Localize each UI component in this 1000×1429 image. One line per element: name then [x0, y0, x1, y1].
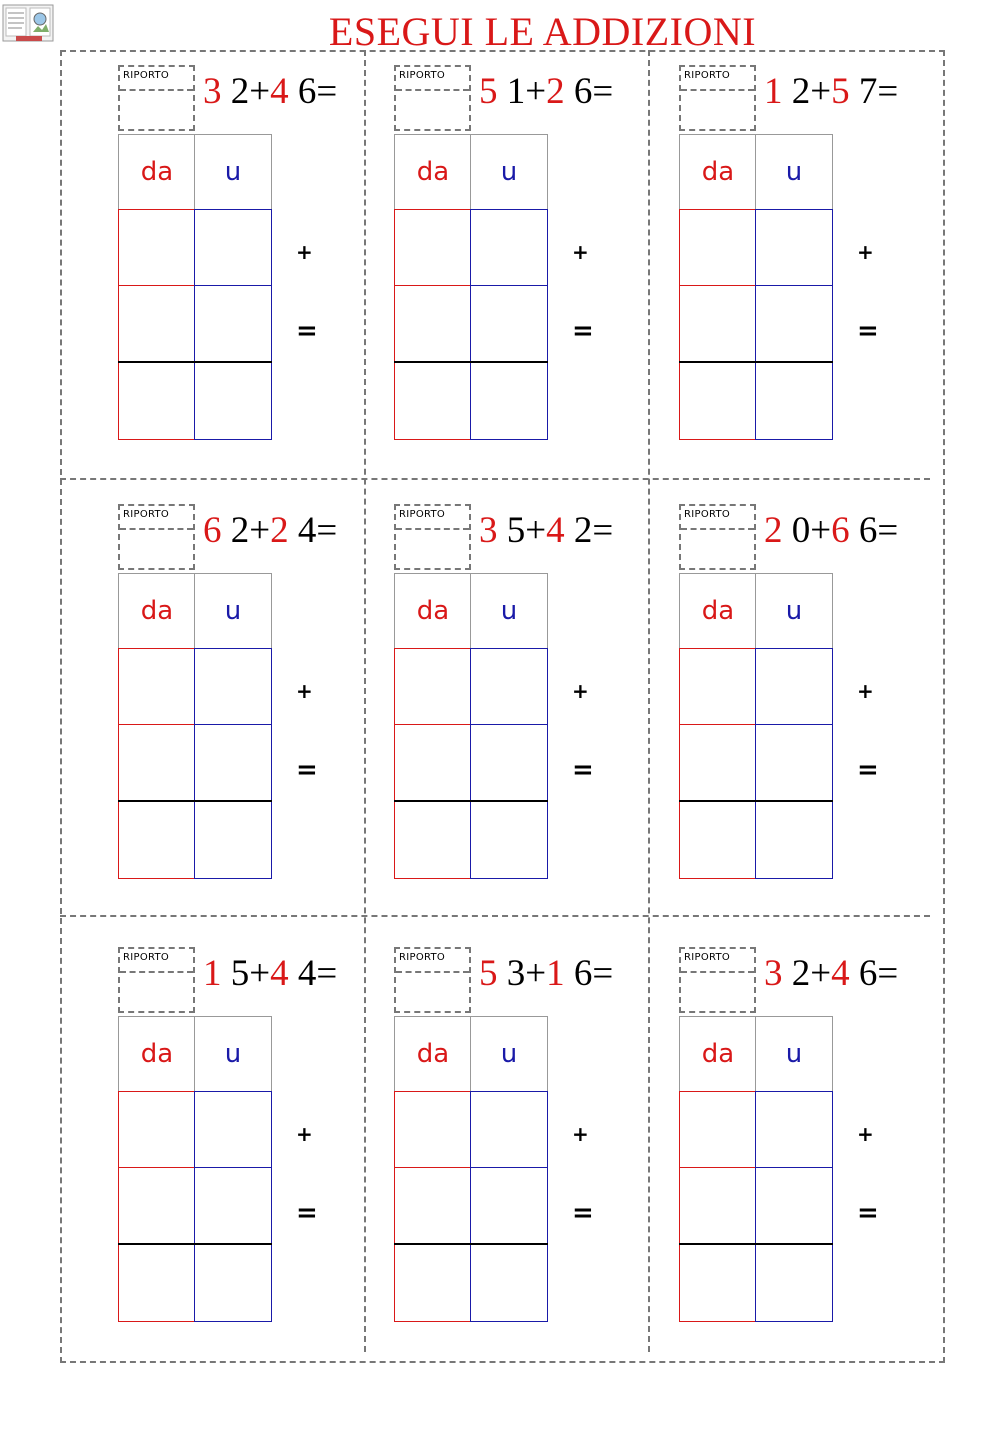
- plus-sign: +: [572, 1122, 589, 1146]
- addend2-units: 6: [573, 71, 593, 112]
- op-plus: +: [249, 953, 271, 994]
- riporto-label: RIPORTO: [399, 70, 446, 81]
- riporto-box[interactable]: [679, 65, 756, 131]
- header-tens: da: [394, 134, 471, 210]
- addend1-units: 5: [230, 953, 250, 994]
- header-tens: da: [118, 1016, 195, 1092]
- riporto-label: RIPORTO: [123, 509, 170, 520]
- cell-addend2-tens[interactable]: [394, 285, 471, 362]
- cell-result-units[interactable]: [470, 802, 548, 879]
- op-equals: =: [316, 953, 338, 994]
- plus-sign: +: [572, 679, 589, 703]
- cell-addend1-units[interactable]: [755, 648, 833, 725]
- cell-addend1-tens[interactable]: [679, 648, 756, 725]
- riporto-box[interactable]: [679, 947, 756, 1013]
- equals-sign: =: [296, 755, 318, 785]
- addend2-units: 6: [573, 953, 593, 994]
- addend2-tens: 6: [831, 510, 850, 551]
- header-units: u: [470, 1016, 548, 1092]
- op-plus: +: [525, 510, 547, 551]
- riporto-label: RIPORTO: [399, 509, 446, 520]
- addition-operation: [764, 952, 898, 996]
- addend2-units: 4: [297, 953, 317, 994]
- addend2-units: 2: [573, 510, 593, 551]
- header-tens: da: [118, 134, 195, 210]
- op-plus: +: [525, 71, 547, 112]
- riporto-divider: [396, 971, 469, 973]
- addition-operation: [479, 952, 613, 996]
- exercise-card: [338, 930, 621, 1370]
- addition-operation: [479, 509, 613, 553]
- header-tens: da: [394, 1016, 471, 1092]
- addend1-tens: 1: [764, 71, 783, 112]
- op-equals: =: [592, 71, 614, 112]
- cell-result-units[interactable]: [194, 802, 272, 879]
- addend1-tens: 3: [203, 71, 222, 112]
- riporto-label: RIPORTO: [684, 509, 731, 520]
- op-plus: +: [525, 953, 547, 994]
- op-plus: +: [810, 510, 832, 551]
- cell-result-tens[interactable]: [679, 363, 756, 440]
- addition-operation: [203, 952, 337, 996]
- riporto-label: RIPORTO: [684, 70, 731, 81]
- addition-operation: [479, 70, 613, 114]
- plus-sign: +: [296, 679, 313, 703]
- cell-addend2-units[interactable]: [470, 724, 548, 801]
- op-equals: =: [877, 953, 899, 994]
- cell-addend1-units[interactable]: [755, 1091, 833, 1168]
- header-tens: da: [118, 573, 195, 649]
- cell-addend1-units[interactable]: [470, 209, 548, 286]
- riporto-label: RIPORTO: [123, 70, 170, 81]
- cell-addend1-units[interactable]: [194, 209, 272, 286]
- cell-result-tens[interactable]: [394, 1245, 471, 1322]
- addend1-tens: 6: [203, 510, 222, 551]
- addend2-units: 7: [858, 71, 878, 112]
- cell-result-units[interactable]: [755, 363, 833, 440]
- exercise-card: [338, 487, 621, 927]
- op-plus: +: [249, 510, 271, 551]
- cell-addend1-tens[interactable]: [394, 209, 471, 286]
- riporto-divider: [681, 89, 754, 91]
- riporto-label: RIPORTO: [399, 952, 446, 963]
- equals-sign: =: [572, 1198, 594, 1228]
- riporto-divider: [681, 528, 754, 530]
- op-equals: =: [877, 510, 899, 551]
- op-equals: =: [592, 953, 614, 994]
- cell-addend1-tens[interactable]: [118, 1091, 195, 1168]
- addend1-units: 3: [506, 953, 526, 994]
- addend1-units: 2: [791, 71, 811, 112]
- cell-addend1-units[interactable]: [470, 648, 548, 725]
- addend1-units: 0: [791, 510, 811, 551]
- cell-addend1-tens[interactable]: [118, 209, 195, 286]
- column-addition-grid: [118, 134, 272, 440]
- cell-result-units[interactable]: [755, 802, 833, 879]
- cell-addend1-units[interactable]: [194, 648, 272, 725]
- cell-addend2-tens[interactable]: [394, 1167, 471, 1244]
- cell-addend1-units[interactable]: [755, 209, 833, 286]
- page-title: ESEGUI LE ADDIZIONI: [328, 9, 757, 54]
- riporto-box[interactable]: [679, 504, 756, 570]
- column-addition-grid: [394, 1016, 548, 1322]
- equals-sign: =: [857, 1198, 879, 1228]
- riporto-box[interactable]: [118, 504, 195, 570]
- addend1-tens: 5: [479, 953, 498, 994]
- cell-result-units[interactable]: [470, 363, 548, 440]
- column-addition-grid: [679, 134, 833, 440]
- header-units: u: [470, 573, 548, 649]
- addend2-units: 6: [297, 71, 317, 112]
- column-addition-grid: [679, 573, 833, 879]
- header-units: u: [470, 134, 548, 210]
- cell-addend1-units[interactable]: [470, 1091, 548, 1168]
- cell-result-tens[interactable]: [394, 363, 471, 440]
- column-addition-grid: [394, 134, 548, 440]
- cell-addend1-tens[interactable]: [118, 648, 195, 725]
- plus-sign: +: [857, 679, 874, 703]
- plus-sign: +: [857, 1122, 874, 1146]
- cell-addend2-tens[interactable]: [679, 285, 756, 362]
- addend2-tens: 1: [546, 953, 565, 994]
- column-addition-grid: [118, 573, 272, 879]
- addition-operation: [764, 509, 898, 553]
- plus-sign: +: [857, 240, 874, 264]
- cell-result-tens[interactable]: [394, 802, 471, 879]
- exercise-card: [623, 487, 906, 927]
- cell-addend2-tens[interactable]: [394, 724, 471, 801]
- cell-addend2-units[interactable]: [755, 285, 833, 362]
- cell-addend2-units[interactable]: [194, 724, 272, 801]
- header-tens: da: [679, 134, 756, 210]
- exercise-card: [62, 930, 345, 1370]
- addend1-tens: 3: [764, 953, 783, 994]
- riporto-divider: [396, 89, 469, 91]
- cell-addend2-tens[interactable]: [118, 285, 195, 362]
- cell-addend2-units[interactable]: [194, 1167, 272, 1244]
- cell-addend2-tens[interactable]: [679, 1167, 756, 1244]
- addend2-tens: 5: [831, 71, 850, 112]
- exercise-card: [62, 487, 345, 927]
- addend1-tens: 3: [479, 510, 498, 551]
- exercise-card: [338, 48, 621, 488]
- addend1-units: 2: [230, 510, 250, 551]
- cell-addend1-tens[interactable]: [394, 648, 471, 725]
- cell-result-tens[interactable]: [679, 1245, 756, 1322]
- riporto-label: RIPORTO: [684, 952, 731, 963]
- riporto-box[interactable]: [394, 65, 471, 131]
- header-units: u: [194, 134, 272, 210]
- addend1-units: 2: [230, 71, 250, 112]
- exercise-card: [623, 48, 906, 488]
- header-tens: da: [679, 1016, 756, 1092]
- riporto-divider: [396, 528, 469, 530]
- addition-operation: [203, 509, 337, 553]
- equals-sign: =: [572, 316, 594, 346]
- cell-result-tens[interactable]: [118, 802, 195, 879]
- addition-operation: [764, 70, 898, 114]
- addend1-tens: 5: [479, 71, 498, 112]
- cell-result-units[interactable]: [470, 1245, 548, 1322]
- cell-addend1-tens[interactable]: [679, 209, 756, 286]
- addend2-tens: 4: [546, 510, 565, 551]
- column-addition-grid: [679, 1016, 833, 1322]
- addend2-units: 6: [858, 953, 878, 994]
- riporto-box[interactable]: [394, 504, 471, 570]
- riporto-box[interactable]: [118, 947, 195, 1013]
- addend2-tens: 2: [546, 71, 565, 112]
- addend2-tens: 4: [270, 71, 289, 112]
- equals-sign: =: [296, 1198, 318, 1228]
- cell-addend2-units[interactable]: [194, 285, 272, 362]
- header-tens: da: [394, 573, 471, 649]
- cell-addend2-tens[interactable]: [118, 724, 195, 801]
- equals-sign: =: [572, 755, 594, 785]
- cell-addend2-units[interactable]: [470, 285, 548, 362]
- addend1-units: 2: [791, 953, 811, 994]
- addend2-units: 4: [297, 510, 317, 551]
- riporto-divider: [120, 528, 193, 530]
- addend2-tens: 4: [270, 953, 289, 994]
- op-plus: +: [810, 953, 832, 994]
- header-units: u: [194, 573, 272, 649]
- cell-addend1-units[interactable]: [194, 1091, 272, 1168]
- cell-addend2-units[interactable]: [470, 1167, 548, 1244]
- addend1-units: 5: [506, 510, 526, 551]
- riporto-divider: [120, 89, 193, 91]
- riporto-box[interactable]: [118, 65, 195, 131]
- op-plus: +: [249, 71, 271, 112]
- addend2-tens: 2: [270, 510, 289, 551]
- addend2-tens: 4: [831, 953, 850, 994]
- riporto-divider: [120, 971, 193, 973]
- equals-sign: =: [296, 316, 318, 346]
- riporto-box[interactable]: [394, 947, 471, 1013]
- cell-addend2-tens[interactable]: [679, 724, 756, 801]
- exercise-card: [62, 48, 345, 488]
- plus-sign: +: [572, 240, 589, 264]
- equals-sign: =: [857, 316, 879, 346]
- cell-addend2-units[interactable]: [755, 724, 833, 801]
- op-equals: =: [316, 510, 338, 551]
- cell-result-tens[interactable]: [679, 802, 756, 879]
- op-plus: +: [810, 71, 832, 112]
- header-units: u: [755, 134, 833, 210]
- op-equals: =: [877, 71, 899, 112]
- exercise-card: [623, 930, 906, 1370]
- cell-addend2-tens[interactable]: [118, 1167, 195, 1244]
- cell-addend1-tens[interactable]: [394, 1091, 471, 1168]
- cell-addend2-units[interactable]: [755, 1167, 833, 1244]
- op-equals: =: [316, 71, 338, 112]
- column-addition-grid: [118, 1016, 272, 1322]
- column-addition-grid: [394, 573, 548, 879]
- cell-result-tens[interactable]: [118, 1245, 195, 1322]
- addend1-tens: 2: [764, 510, 783, 551]
- cell-result-tens[interactable]: [118, 363, 195, 440]
- equals-sign: =: [857, 755, 879, 785]
- riporto-divider: [681, 971, 754, 973]
- cell-result-units[interactable]: [755, 1245, 833, 1322]
- header-units: u: [755, 573, 833, 649]
- op-equals: =: [592, 510, 614, 551]
- header-units: u: [755, 1016, 833, 1092]
- plus-sign: +: [296, 1122, 313, 1146]
- cell-addend1-tens[interactable]: [679, 1091, 756, 1168]
- addend1-tens: 1: [203, 953, 222, 994]
- plus-sign: +: [296, 240, 313, 264]
- addend2-units: 6: [858, 510, 878, 551]
- addend1-units: 1: [506, 71, 526, 112]
- riporto-label: RIPORTO: [123, 952, 170, 963]
- cell-result-units[interactable]: [194, 363, 272, 440]
- header-units: u: [194, 1016, 272, 1092]
- cell-result-units[interactable]: [194, 1245, 272, 1322]
- addition-operation: [203, 70, 337, 114]
- header-tens: da: [679, 573, 756, 649]
